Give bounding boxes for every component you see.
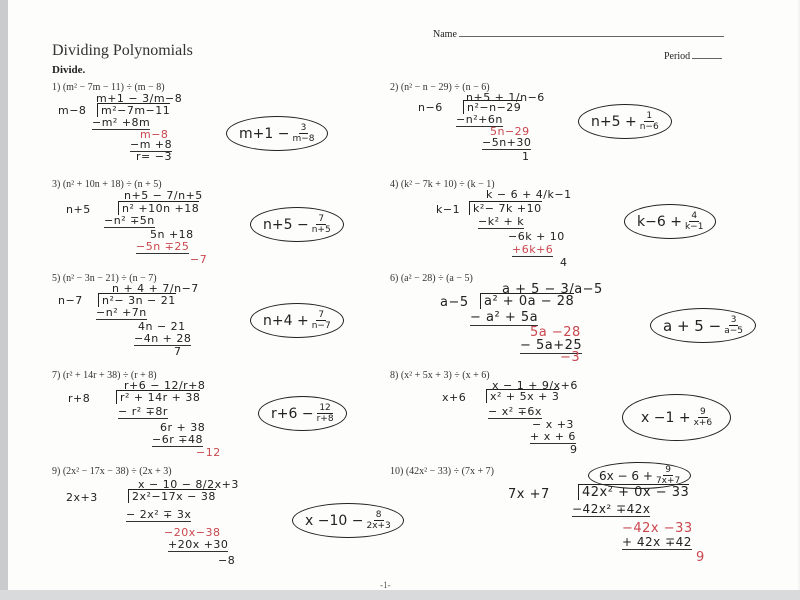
- problem-7-question: 7) (r² + 14r + 38) ÷ (r + 8): [52, 370, 157, 381]
- period-field: [664, 49, 722, 62]
- problem-4-remainder: 4: [560, 256, 568, 269]
- scan-left-edge: [0, 0, 8, 600]
- problem-5-question: 5) (n² − 3n − 21) ÷ (n − 7): [52, 273, 157, 284]
- problem-7-step3: −6r ∓48: [152, 433, 203, 446]
- period-blank[interactable]: [692, 49, 722, 59]
- problem-1-quotient: m+1 − 3/m−8: [96, 92, 183, 105]
- problem-6-question: 6) (a² − 28) ÷ (a − 5): [390, 273, 473, 284]
- problem-3-quotient: n+5 − 7/n+5: [124, 189, 203, 202]
- problem-5-step3: −4n + 28: [134, 332, 192, 345]
- problem-8-divisor: x+6: [442, 391, 467, 404]
- problem-1-step3: −m +8: [130, 138, 173, 151]
- problem-8-answer: x −1 + $\frac{9}{x+6}$: [622, 394, 731, 441]
- problem-5-step1: −n² +7n: [96, 306, 147, 319]
- name-label: Name: [433, 29, 457, 40]
- problem-2-remainder: 1: [522, 150, 530, 163]
- problem-3-step2: 5n +18: [150, 228, 194, 241]
- problem-9-step2: −20x−38: [164, 526, 221, 539]
- problem-5-dividend: n²− 3n − 21: [98, 293, 176, 307]
- problem-8-quotient: x − 1 + 9/x+6: [492, 379, 578, 392]
- problem-9-dividend: 2x²−17x − 38: [128, 489, 216, 503]
- problem-6-quotient: a + 5 − 3/a−5: [502, 282, 603, 297]
- problem-5-remainder: 7: [174, 345, 182, 358]
- scan-bottom-edge: [0, 590, 800, 600]
- problem-4-answer: k−6 + $\frac{4}{k-1}$: [624, 204, 716, 239]
- problem-9-quotient: x − 10 − 8/2x+3: [138, 478, 239, 491]
- problem-2-answer: n+5 + $\frac{1}{n-6}$: [578, 104, 672, 139]
- problem-3-question: 3) (n² + 10n + 18) ÷ (n + 5): [52, 179, 162, 190]
- problem-10-dividend: 42x² + 0x − 33: [578, 484, 689, 500]
- problem-1-question: 1) (m² − 7m − 11) ÷ (m − 8): [52, 82, 165, 93]
- problem-2-step1: −n²+6n: [456, 113, 503, 126]
- problem-6-remainder: −3: [560, 350, 581, 365]
- instruction: Divide.: [52, 64, 86, 76]
- problem-6-step1: − a² + 5a: [470, 310, 539, 325]
- problem-7-dividend: r² + 14r + 38: [116, 390, 200, 404]
- problem-8-step2: − x +3: [532, 418, 574, 431]
- problem-3-divisor: n+5: [66, 203, 91, 216]
- problem-4-step2: −6k + 10: [508, 230, 565, 243]
- problem-7-divisor: r+8: [68, 392, 91, 405]
- problem-2-dividend: n²−n−29: [463, 100, 521, 114]
- page-number: -1-: [380, 580, 391, 590]
- problem-6-answer: a + 5 − $\frac{3}{a-5}$: [650, 308, 756, 343]
- problem-10-step3: + 42x ∓42: [622, 535, 692, 549]
- problem-8-remainder: 9: [570, 443, 578, 456]
- problem-8-step1: − x² ∓6x: [488, 405, 542, 418]
- problem-7-remainder: −12: [196, 446, 221, 459]
- problem-1-step2: m−8: [140, 128, 169, 141]
- problem-9-answer: x −10 − $\frac{8}{2x+3}$: [292, 503, 404, 538]
- problem-9-step1: − 2x² ∓ 3x: [126, 508, 192, 521]
- problem-3-answer: n+5 − $\frac{7}{n+5}$: [250, 207, 344, 242]
- problem-1-dividend: m²−7m−11: [97, 103, 170, 117]
- problem-4-quotient: k − 6 + 4/k−1: [486, 188, 572, 201]
- problem-6-dividend: a² + 0a − 28: [480, 293, 574, 309]
- problem-4-divisor: k−1: [436, 203, 461, 216]
- problem-10-remainder: 9: [696, 550, 705, 565]
- problem-2-divisor: n−6: [418, 101, 443, 114]
- problem-5-divisor: n−7: [58, 294, 83, 307]
- problem-8-dividend: x² + 5x + 3: [486, 389, 559, 403]
- period-label: Period: [664, 51, 691, 62]
- problem-4-step3: +6k+6: [512, 243, 554, 256]
- problem-9-step3: +20x +30: [168, 538, 229, 551]
- problem-9-question: 9) (2x² − 17x − 38) ÷ (2x + 3): [52, 466, 172, 477]
- problem-10-step2: −42x −33: [622, 521, 693, 536]
- problem-1-remainder: r= −3: [136, 150, 172, 163]
- problem-9-divisor: 2x+3: [66, 491, 98, 504]
- problem-5-quotient: n + 4 + 7/n−7: [112, 282, 199, 295]
- problem-6-divisor: a−5: [440, 295, 469, 310]
- problem-1-step1: −m² +8m: [92, 116, 151, 129]
- problem-7-step2: 6r + 38: [160, 421, 206, 434]
- name-field: [433, 27, 724, 40]
- problem-3-step3: −5n ∓25: [136, 240, 190, 253]
- problem-1-divisor: m−8: [58, 104, 87, 117]
- problem-2-quotient: n+5 + 1/n−6: [466, 91, 545, 104]
- worksheet-title: Dividing Polynomials: [52, 42, 193, 59]
- problem-3-step1: −n² ∓5n: [104, 214, 155, 227]
- problem-7-quotient: r+6 − 12/r+8: [124, 379, 206, 392]
- problem-4-step1: −k² + k: [478, 215, 525, 228]
- problem-5-step2: 4n − 21: [138, 320, 186, 333]
- problem-6-step2: 5a −28: [530, 325, 581, 340]
- problem-3-dividend: n² +10n +18: [118, 201, 199, 215]
- problem-2-step3: −5n+30: [482, 136, 532, 149]
- problem-10-question: 10) (42x² − 33) ÷ (7x + 7): [390, 466, 494, 477]
- problem-8-question: 8) (x² + 5x + 3) ÷ (x + 6): [390, 370, 490, 381]
- problem-6-step3: − 5a+25: [520, 338, 583, 353]
- problem-10-step1: −42x² ∓42x: [572, 502, 651, 516]
- problem-5-answer: n+4 + $\frac{7}{n-7}$: [250, 303, 344, 338]
- problem-8-step3: + x + 6: [530, 430, 576, 443]
- problem-3-remainder: −7: [190, 253, 208, 266]
- problem-9-remainder: −8: [218, 554, 236, 567]
- problem-7-answer: r+6 − $\frac{12}{r+8}$: [258, 396, 347, 431]
- name-blank[interactable]: [459, 27, 724, 37]
- problem-2-step2: 5n−29: [490, 125, 530, 138]
- problem-10-answer: 6x − 6 + $\frac{9}{7x+7}$: [588, 462, 691, 489]
- problem-7-step1: − r² ∓8r: [118, 405, 168, 418]
- problem-10-divisor: 7x +7: [508, 487, 550, 502]
- problem-4-dividend: k²− 7k +10: [469, 201, 542, 215]
- problem-2-question: 2) (n² − n − 29) ÷ (n − 6): [390, 82, 490, 93]
- problem-4-question: 4) (k² − 7k + 10) ÷ (k − 1): [390, 179, 495, 190]
- problem-1-answer: m+1 − $\frac{3}{m-8}$: [226, 116, 328, 151]
